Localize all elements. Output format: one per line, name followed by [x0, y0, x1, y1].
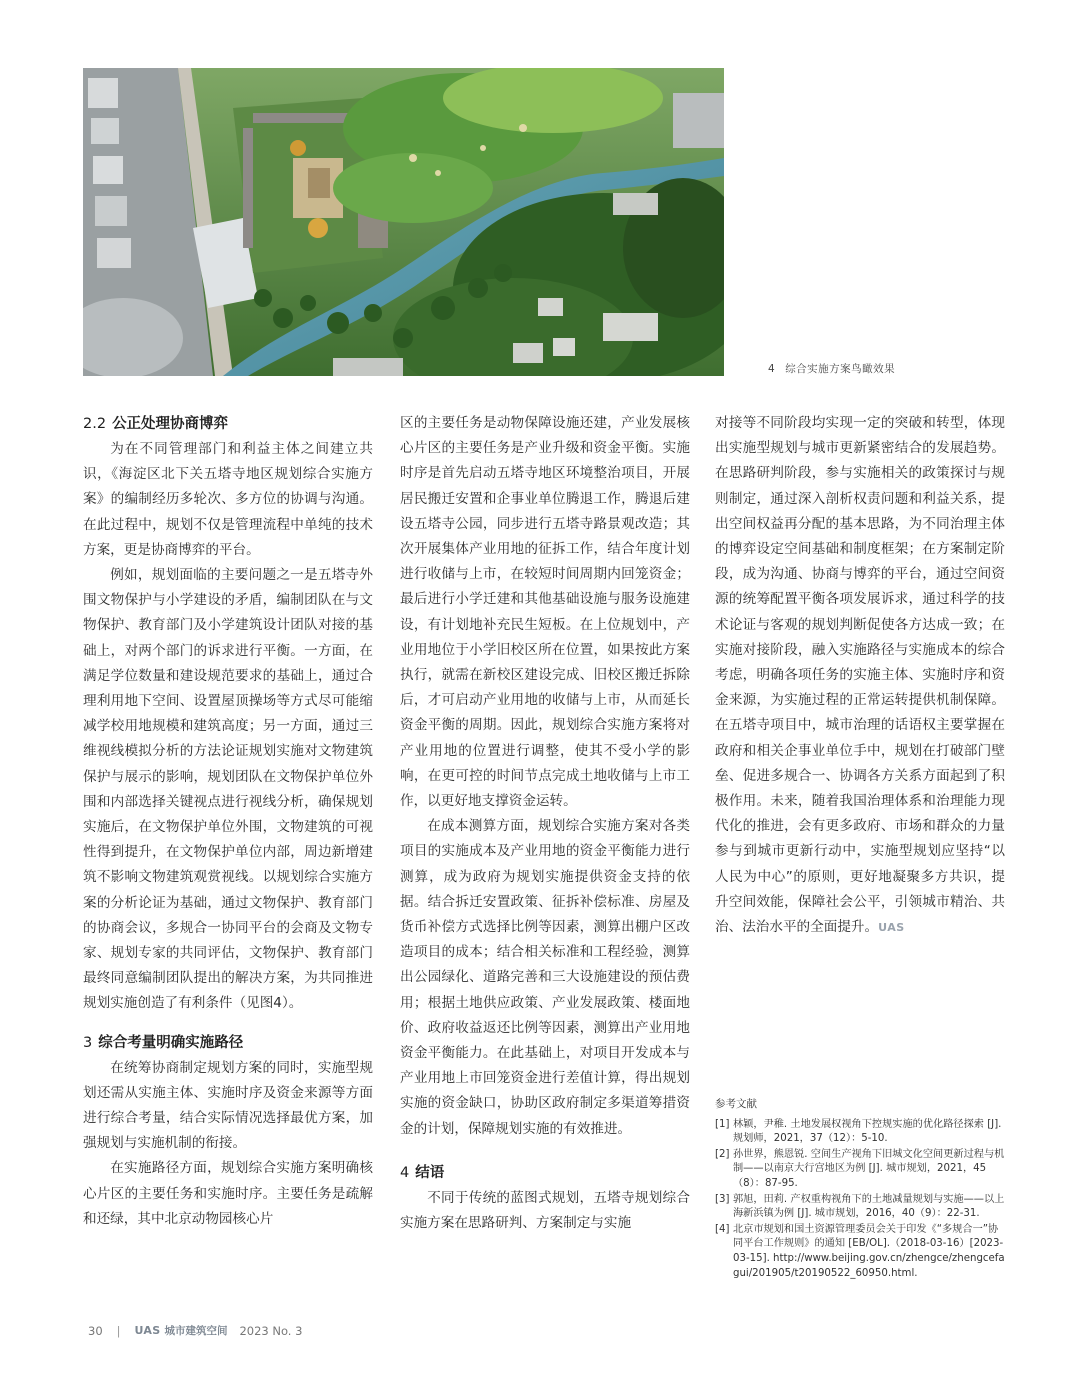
issue-label: 2023 No. 3	[239, 1323, 303, 1338]
reference-item: [4] 北京市规划和国土资源管理委员会关于印发《“多规合一”协同平台工作规则》的通知 [EB/OL].（2018-03-16）[2023-03-15]. http://www.beijing.gov.cn/zhengce/zhengcefagui/201905/t20190522_60950.html.	[715, 1223, 1005, 1279]
reference-item: [3] 郭旭，田莉. 产权重构视角下的土地减量规划与实施——以上海新浜镇为例 [J]. 城市规划，2016，40（9）：22-31.	[715, 1193, 1005, 1220]
paragraph: 例如，规划面临的主要问题之一是五塔寺外围文物保护与小学建设的矛盾，编制团队在与文物保护、教育部门及小学建筑设计团队对接的基础上，对两个部门的诉求进行平衡。一方面，在满足学位数量和建设规范要求的基础上，通过合理利用地下空间、设置屋顶操场等方式尽可能缩减学校用地规模和建筑高度；另一方面，通过三维视线模拟分析的方法论证规划实施对文物建筑保护与展示的影响，规划团队在文物保护单位外围和内部选择关键视点进行视线分析，确保规划实施后，在文物保护单位外围，文物建筑的可视性得到提升，在文物保护单位内部，周边新增建筑不影响文物建筑观赏视线。以规划综合实施方案的分析论证为基础，通过文物保护、教育部门的协商会议，多规合一协同平台的会商及文物专家、规划专家的共同评估，文物保护、教育部门最终同意编制团队提出的解决方案，为共同推进规划实施创造了有利条件（见图4）。	[83, 567, 373, 1012]
text-column-3	[715, 411, 1005, 940]
footer-separator: |	[116, 1323, 121, 1338]
text-column-1	[83, 412, 373, 1232]
figure-caption	[768, 361, 895, 376]
reference-item: [1] 林颖，尹稚. 土地发展权视角下控规实施的优化路径探索 [J]. 规划师，2021，37（12）：5-10.	[715, 1118, 1002, 1145]
paragraph: 为在不同管理部门和利益主体之间建立共识，《海淀区北下关五塔寺地区规划综合实施方案》的编制经历多轮次、多方位的协调与沟通。在此过程中，规划不仅是管理流程中单纯的技术方案，更是协商博弈的平台。	[83, 441, 373, 558]
page-number: 30	[88, 1323, 103, 1338]
journal-logo: UAS	[134, 1324, 161, 1337]
paragraph: 对接等不同阶段均实现一定的突破和转型，体现出实施型规划与城市更新紧密结合的发展趋势。在思路研判阶段，参与实施相关的政策探讨与规则制定，通过深入剖析权责问题和利益关系，提出空间权益再分配的基本思路，为不同治理主体的博弈设定空间基础和制度框架；在方案制定阶段，成为沟通、协商与博弈的平台，通过空间资源的统筹配置平衡各项发展诉求，通过科学的技术论证与客观的规划判断促使各方达成一致；在实施对接阶段，融入实施路径与实施成本的综合考虑，明确各项任务的实施主体、实施时序和资金来源，为实施过程的正常运转提供机制保障。在五塔寺项目中，城市治理的话语权主要掌握在政府和相关企事业单位手中，规划在打破部门壁垒、促进多规合一、协调各方关系方面起到了积极作用。未来，随着我国治理体系和治理能力现代化的推进，会有更多政府、市场和群众的力量参与到城市更新行动中，实施型规划应坚持“以人民为中心”的原则，更好地凝聚多方共识，提升空间效能，保障社会公平，引领城市精治、共治、法治水平的全面提升。UAS	[715, 415, 1005, 936]
section-heading-4: 4 结语	[400, 1164, 445, 1181]
page-footer	[88, 1323, 302, 1338]
section-heading-2-2: 2.2 公正处理协商博弈	[83, 416, 229, 432]
paragraph: 区的主要任务是动物保障设施还建，产业发展核心片区的主要任务是产业升级和资金平衡。实施时序是首先启动五塔寺地区环境整治项目，开展居民搬迁安置和企事业单位腾退工作，腾退后建设五塔寺公园，同步进行五塔寺路景观改造；其次开展集体产业用地的征拆工作，结合年度计划进行收储与上市，在较短时间周期内回笼资金；最后进行小学迁建和其他基础设施与服务设施建设，有计划地补充民生短板。在上位规划中，产业用地位于小学旧校区所在位置，如果按此方案执行，就需在新校区建设完成、旧校区搬迁拆除后，才可启动产业用地的收储与上市，从而延长资金平衡的周期。因此，规划综合实施方案将对产业用地的位置进行调整，使其不受小学的影响，在更可控的时间节点完成土地收储与上市工作，以更好地支撑资金运转。	[400, 415, 690, 810]
text-column-2	[400, 411, 690, 1236]
paragraph: 不同于传统的蓝图式规划，五塔寺规划综合实施方案在思路研判、方案制定与实施	[400, 1189, 690, 1232]
aerial-rendering-image	[83, 68, 724, 376]
figure-number: 4	[768, 363, 776, 375]
section-heading-3: 3 综合考量明确实施路径	[83, 1034, 244, 1051]
paragraph: 在统筹协商制定规划方案的同时，实施型规划还需从实施主体、实施时序及资金来源等方面进行综合考量，结合实际情况选择最优方案，加强规划与实施机制的衔接。	[83, 1059, 373, 1152]
figure-caption-text: 综合实施方案鸟瞰效果	[785, 363, 896, 375]
end-mark-logo: UAS	[878, 921, 905, 935]
paragraph: 在成本测算方面，规划综合实施方案对各类项目的实施成本及产业用地的资金平衡能力进行测算，成为政府为规划实施提供资金支持的依据。结合拆迁安置政策、征拆补偿标准、房屋及货币补偿方式选择比例等因素，测算出棚户区改造项目的成本；结合相关标准和工程经验，测算出公园绿化、道路完善和三大设施建设的预估费用；根据土地供应政策、产业发展政策、楼面地价、政府收益返还比例等因素，测算出产业用地资金平衡能力。在此基础上，对项目开发成本与产业用地上市回笼资金进行差值计算，得出规划实施的资金缺口，协助区政府制定多渠道筹措资金的计划，保障规划实施的有效推进。	[400, 818, 690, 1137]
references	[715, 1097, 1007, 1282]
references-title: 参考文献	[715, 1098, 757, 1110]
paragraph: 在实施路径方面，规划综合实施方案明确核心片区的主要任务和实施时序。主要任务是疏解和还绿，其中北京动物园核心片	[83, 1160, 373, 1227]
journal-name: 城市建筑空间	[164, 1325, 228, 1337]
reference-item: [2] 孙世界，熊恩锐. 空间生产视角下旧城文化空间更新过程与机制——以南京大行宫地区为例 [J]. 城市规划，2021，45（8）：87-95.	[715, 1148, 1005, 1189]
